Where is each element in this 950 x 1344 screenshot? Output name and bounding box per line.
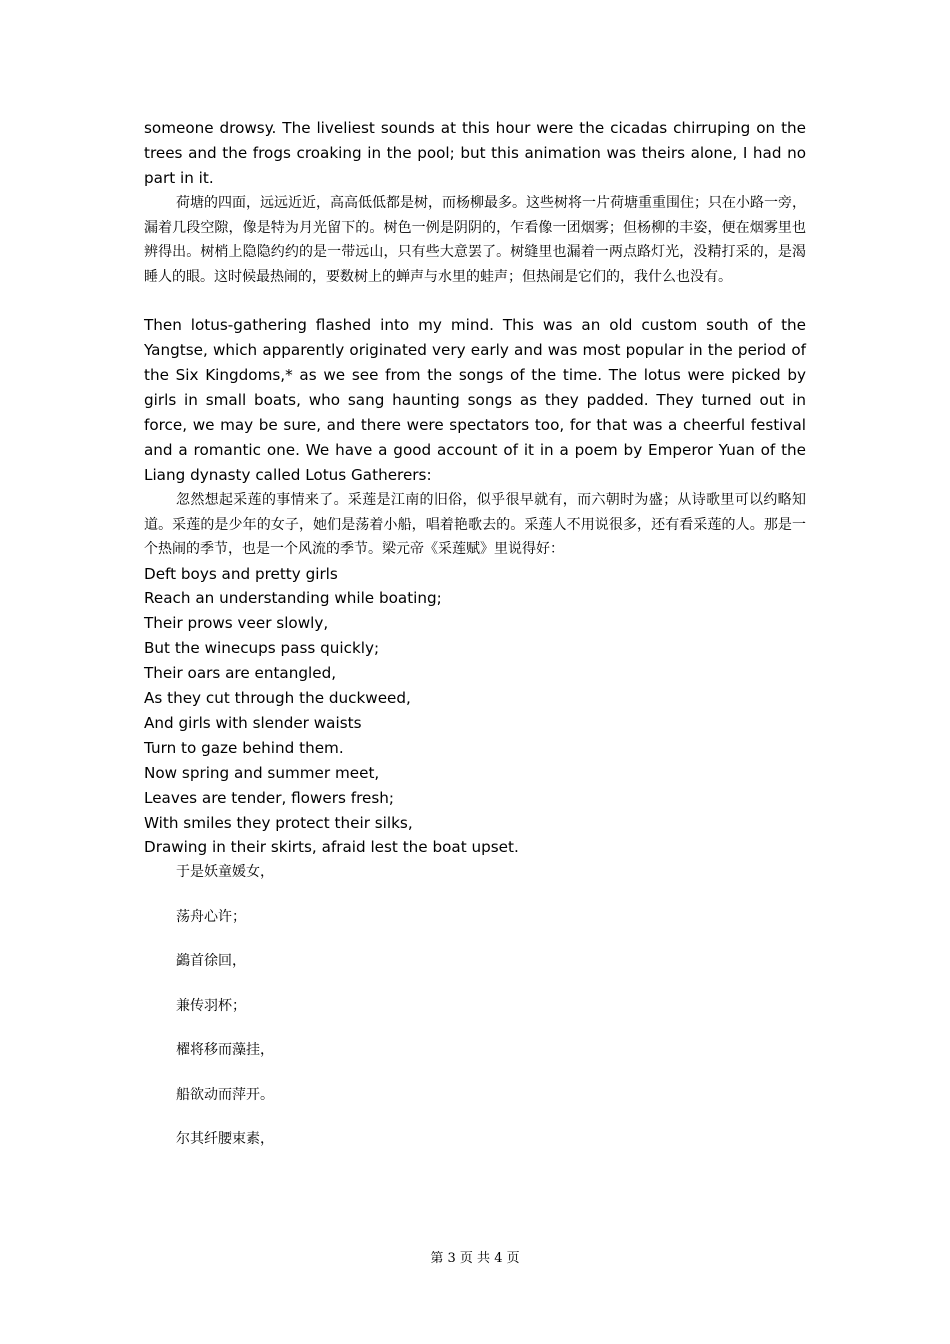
poem-en-line: Reach an understanding while boating;: [144, 589, 442, 608]
poem-chinese: [144, 860, 806, 1172]
poem-en-line: Their prows veer slowly,: [144, 614, 329, 633]
poem-en-line: And girls with slender waists: [144, 713, 362, 732]
poem-zh-line: 兼传羽杯；: [176, 997, 246, 1014]
poem-zh-line: 櫂将移而藻挂，: [176, 1042, 274, 1059]
paragraph-zh-lotus: 忽然想起采莲的事情来了。采莲是江南的旧俗，似乎很早就有，而六朝时为盛；从诗歌里可以约略知道。采莲的是少年的女子，她们是荡着小船，唱着艳歌去的。采莲人不用说很多，还有看采莲的人。那是一个热闹的季节，也是一个风流的季节。梁元帝《采莲赋》里说得好：: [144, 492, 806, 557]
poem-english: [144, 562, 806, 861]
poem-zh-line: 荡舟心许；: [176, 908, 246, 925]
poem-zh-line: 船欲动而萍开。: [176, 1086, 274, 1103]
document-page: [144, 116, 806, 1172]
poem-en-line: Now spring and summer meet,: [144, 763, 380, 782]
poem-en-line: Leaves are tender, flowers fresh;: [144, 788, 394, 807]
poem-en-line: Their oars are entangled,: [144, 664, 337, 683]
paragraph-en-lotus: Then lotus-gathering flashed into my mind. This was an old custom south of the Yangtse, which apparently originated very early and was most popular in the period of the Six Kingdoms,* as we see from the songs of the time. The lotus were picked by girls in small boats, who sang haunting songs as they padded. They turned out in force, we may be sure, and there were spectators too, for that was a cheerful festival and a romantic one. We have a good account of it in a poem by Emperor Yuan of the Liang dynasty called Lotus Gatherers:: [144, 316, 806, 484]
poem-en-line: As they cut through the duckweed,: [144, 689, 411, 708]
poem-en-line: Drawing in their skirts, afraid lest the boat upset.: [144, 838, 519, 857]
poem-en-line: Deft boys and pretty girls: [144, 564, 338, 583]
paragraph-zh-intro: 荷塘的四面，远远近近，高高低低都是树，而杨柳最多。这些树将一片荷塘重重围住；只在小路一旁，漏着几段空隙，像是特为月光留下的。树色一例是阴阴的，乍看像一团烟雾；但杨柳的丰姿，便在烟雾里也辨得出。树梢上隐隐约约的是一带远山，只有些大意罢了。树缝里也漏着一两点路灯光，没精打采的，是渴睡人的眼。这时候最热闹的，要数树上的蝉声与水里的蛙声；但热闹是它们的，我什么也没有。: [144, 195, 806, 285]
poem-zh-line: 尔其纤腰束素，: [176, 1131, 274, 1148]
page-number-footer: 第 3 页 共 4 页: [430, 1251, 520, 1266]
poem-zh-line: 鷁首徐回，: [176, 953, 246, 970]
poem-zh-line: 于是妖童媛女，: [176, 864, 274, 881]
poem-en-line: But the winecups pass quickly;: [144, 639, 380, 658]
paragraph-en-intro: someone drowsy. The liveliest sounds at this hour were the cicadas chirruping on the trees and the frogs croaking in the pool; but this animation was theirs alone, I had no part in it.: [144, 119, 806, 187]
poem-en-line: With smiles they protect their silks,: [144, 813, 413, 832]
poem-en-line: Turn to gaze behind them.: [144, 738, 344, 757]
